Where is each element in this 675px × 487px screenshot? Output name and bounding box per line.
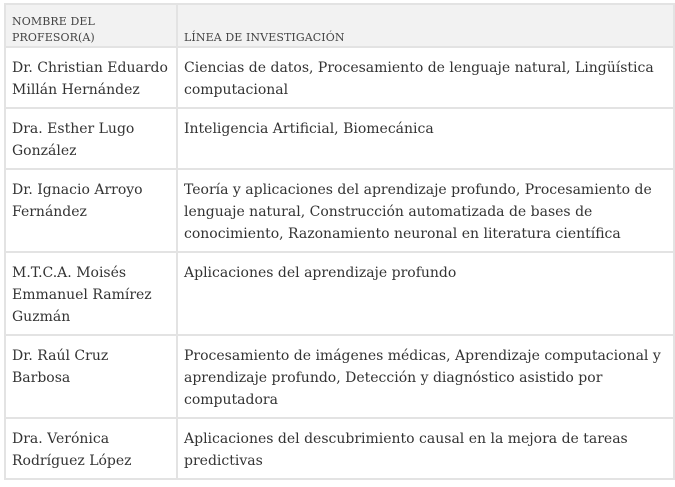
header-row	[5, 4, 674, 47]
research-line: Teoría y aplicaciones del aprendizaje profundo, Procesamiento de lenguaje natural, Construcción automatizada de bases de conocimiento, Razonamiento neuronal en literatura científica	[184, 182, 652, 242]
professor-name: Dr. Ignacio Arroyo Fernández	[12, 182, 143, 220]
professor-name: Dra. Esther Lugo González	[12, 121, 135, 159]
research-line-cell	[177, 47, 674, 108]
research-line: Procesamiento de imágenes médicas, Aprendizaje computacional y aprendizaje profundo, Detección y diagnóstico asistido por computadora	[184, 348, 661, 408]
research-line: Inteligencia Artificial, Biomecánica	[184, 121, 434, 137]
research-line: Aplicaciones del descubrimiento causal en la mejora de tareas predictivas	[184, 431, 628, 469]
research-line-cell	[177, 252, 674, 335]
table-header	[5, 4, 674, 47]
professor-name-cell	[5, 169, 177, 252]
professor-name-cell	[5, 418, 177, 479]
research-line-cell	[177, 169, 674, 252]
table-body	[5, 47, 674, 479]
table-row	[5, 169, 674, 252]
professors-table	[4, 3, 675, 480]
table-row	[5, 335, 674, 418]
table-row	[5, 47, 674, 108]
professor-name: Dr. Raúl Cruz Barbosa	[12, 348, 109, 386]
professor-name: Dra. Verónica Rodríguez López	[12, 431, 132, 469]
research-line-cell	[177, 108, 674, 169]
research-line: Ciencias de datos, Procesamiento de lenguaje natural, Lingüística computacional	[184, 60, 654, 98]
professor-name-cell	[5, 252, 177, 335]
header-professor-name-label: NOMBRE DEL PROFESOR(A)	[12, 15, 95, 44]
research-line-cell	[177, 335, 674, 418]
header-professor-name	[5, 4, 177, 47]
table-row	[5, 252, 674, 335]
header-research-line-label: LÍNEA DE INVESTIGACIÓN	[184, 31, 345, 44]
professor-name-cell	[5, 108, 177, 169]
research-line: Aplicaciones del aprendizaje profundo	[184, 265, 457, 281]
research-line-cell	[177, 418, 674, 479]
table-row	[5, 418, 674, 479]
professor-name: M.T.C.A. Moisés Emmanuel Ramírez Guzmán	[12, 265, 152, 325]
professor-name-cell	[5, 47, 177, 108]
professor-name-cell	[5, 335, 177, 418]
professor-name: Dr. Christian Eduardo Millán Hernández	[12, 60, 168, 98]
table-row	[5, 108, 674, 169]
header-research-line	[177, 4, 674, 47]
